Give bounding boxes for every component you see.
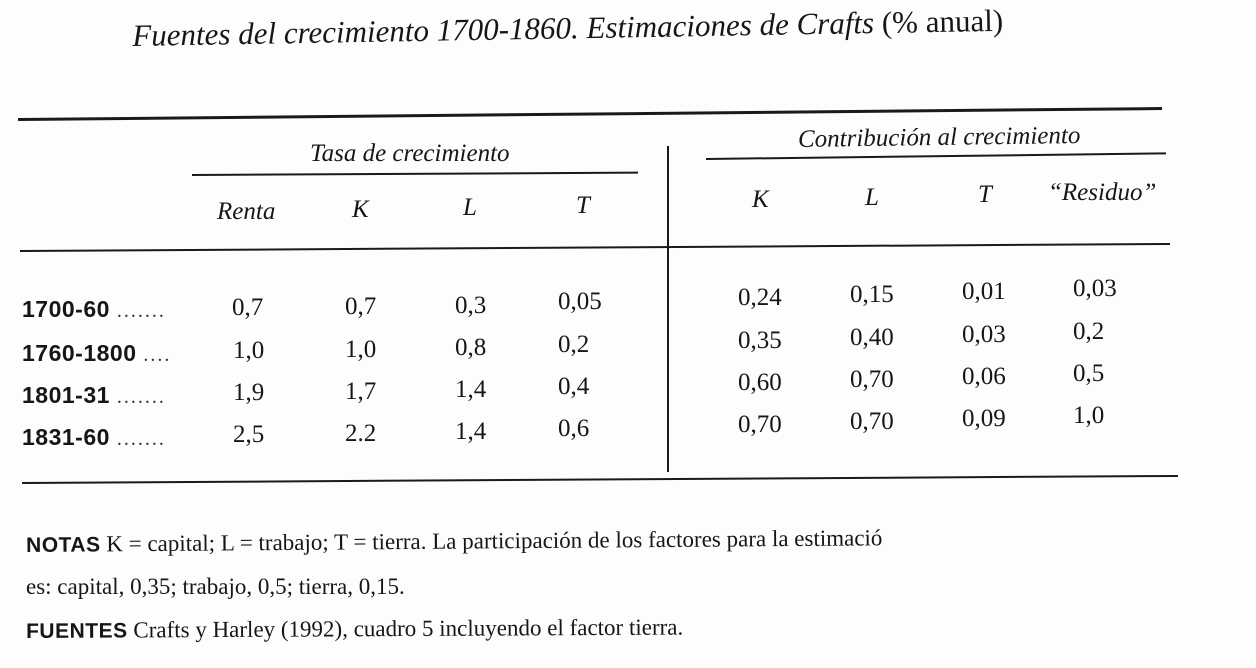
notes-text-1: K = capital; L = trabajo; T = tierra. La participación de los factores para la estimació: [106, 525, 883, 557]
table-cell: 0,8: [455, 334, 487, 361]
table-cell: 0,03: [962, 321, 1006, 348]
group-header-contribucion: Contribución al crecimiento: [797, 122, 1081, 153]
table-cell: 0,7: [345, 293, 377, 320]
column-divider: [667, 146, 669, 472]
table-cell: 2,5: [233, 421, 265, 448]
col-header-k-tasa: K: [352, 196, 369, 223]
row-label: 1760-1800 ....: [22, 340, 172, 366]
table-cell: 1,4: [455, 376, 487, 403]
col-header-l-tasa: L: [463, 194, 477, 221]
notes-line-1: [26, 525, 882, 558]
bottom-rule: [22, 475, 1178, 484]
table-cell: 0,35: [738, 327, 782, 354]
table-cell: 0,15: [850, 281, 894, 308]
col-header-k-contrib: K: [752, 186, 769, 213]
group-header-tasa: Tasa de crecimiento: [310, 140, 510, 167]
table-cell: 0,70: [850, 408, 894, 435]
table-cell: 0,70: [850, 366, 894, 393]
col-header-t-contrib: T: [978, 181, 992, 208]
table-cell: 0,05: [558, 288, 602, 315]
notes-text-2: es: capital, 0,35; trabajo, 0,5; tierra, 0,15.: [26, 574, 405, 599]
table-cell: 0,6: [558, 415, 590, 442]
notes-line-2: [26, 574, 405, 600]
table-title: [132, 3, 1003, 54]
row-label: 1801-31 .......: [22, 382, 166, 408]
header-rule: [20, 243, 1170, 252]
table-cell: 0,70: [738, 411, 782, 438]
table-cell: 0,03: [1073, 275, 1117, 302]
col-header-renta: Renta: [217, 198, 276, 225]
table-cell: 1,0: [345, 336, 377, 363]
table-cell: 0,06: [962, 363, 1006, 390]
left-group-underline: [192, 172, 638, 176]
top-rule: [18, 107, 1162, 121]
table-cell: 0,3: [455, 292, 487, 319]
table-cell: 0,40: [850, 324, 894, 351]
sources-text: Crafts y Harley (1992), cuadro 5 incluyendo el factor tierra.: [133, 614, 684, 643]
table-cell: 0,09: [962, 405, 1006, 432]
table-cell: 1,0: [1073, 402, 1105, 429]
table-cell: 1,9: [233, 379, 265, 406]
row-label: 1831-60 .......: [22, 424, 166, 450]
table-cell: 0,24: [738, 284, 782, 311]
table-cell: 0,2: [558, 331, 590, 358]
table-cell: 1,4: [455, 418, 487, 445]
col-header-l-contrib: L: [865, 184, 879, 211]
table-title-main: Fuentes del crecimiento 1700-1860. Estimaciones de Crafts: [132, 5, 875, 53]
table-cell: 0,2: [1073, 318, 1105, 345]
table-cell: 0,60: [738, 369, 782, 396]
table-cell: 0,5: [1073, 360, 1105, 387]
col-header-t-tasa: T: [576, 192, 590, 219]
sources-line: [26, 615, 683, 644]
row-label: 1700-60 .......: [22, 296, 166, 322]
table-cell: 1,7: [345, 378, 377, 405]
table-cell: 0,01: [962, 278, 1006, 305]
col-header-residuo: “Residuo”: [1048, 179, 1157, 206]
right-group-underline: [706, 152, 1166, 160]
table-cell: 0,7: [232, 294, 264, 321]
sources-lead: FUENTES: [26, 619, 128, 643]
table-cell: 0,4: [558, 373, 590, 400]
notes-lead: NOTAS: [26, 533, 101, 557]
table-cell: 1,0: [233, 337, 265, 364]
table-title-unit: (% anual): [881, 2, 1004, 40]
table-cell: 2.2: [345, 420, 377, 447]
